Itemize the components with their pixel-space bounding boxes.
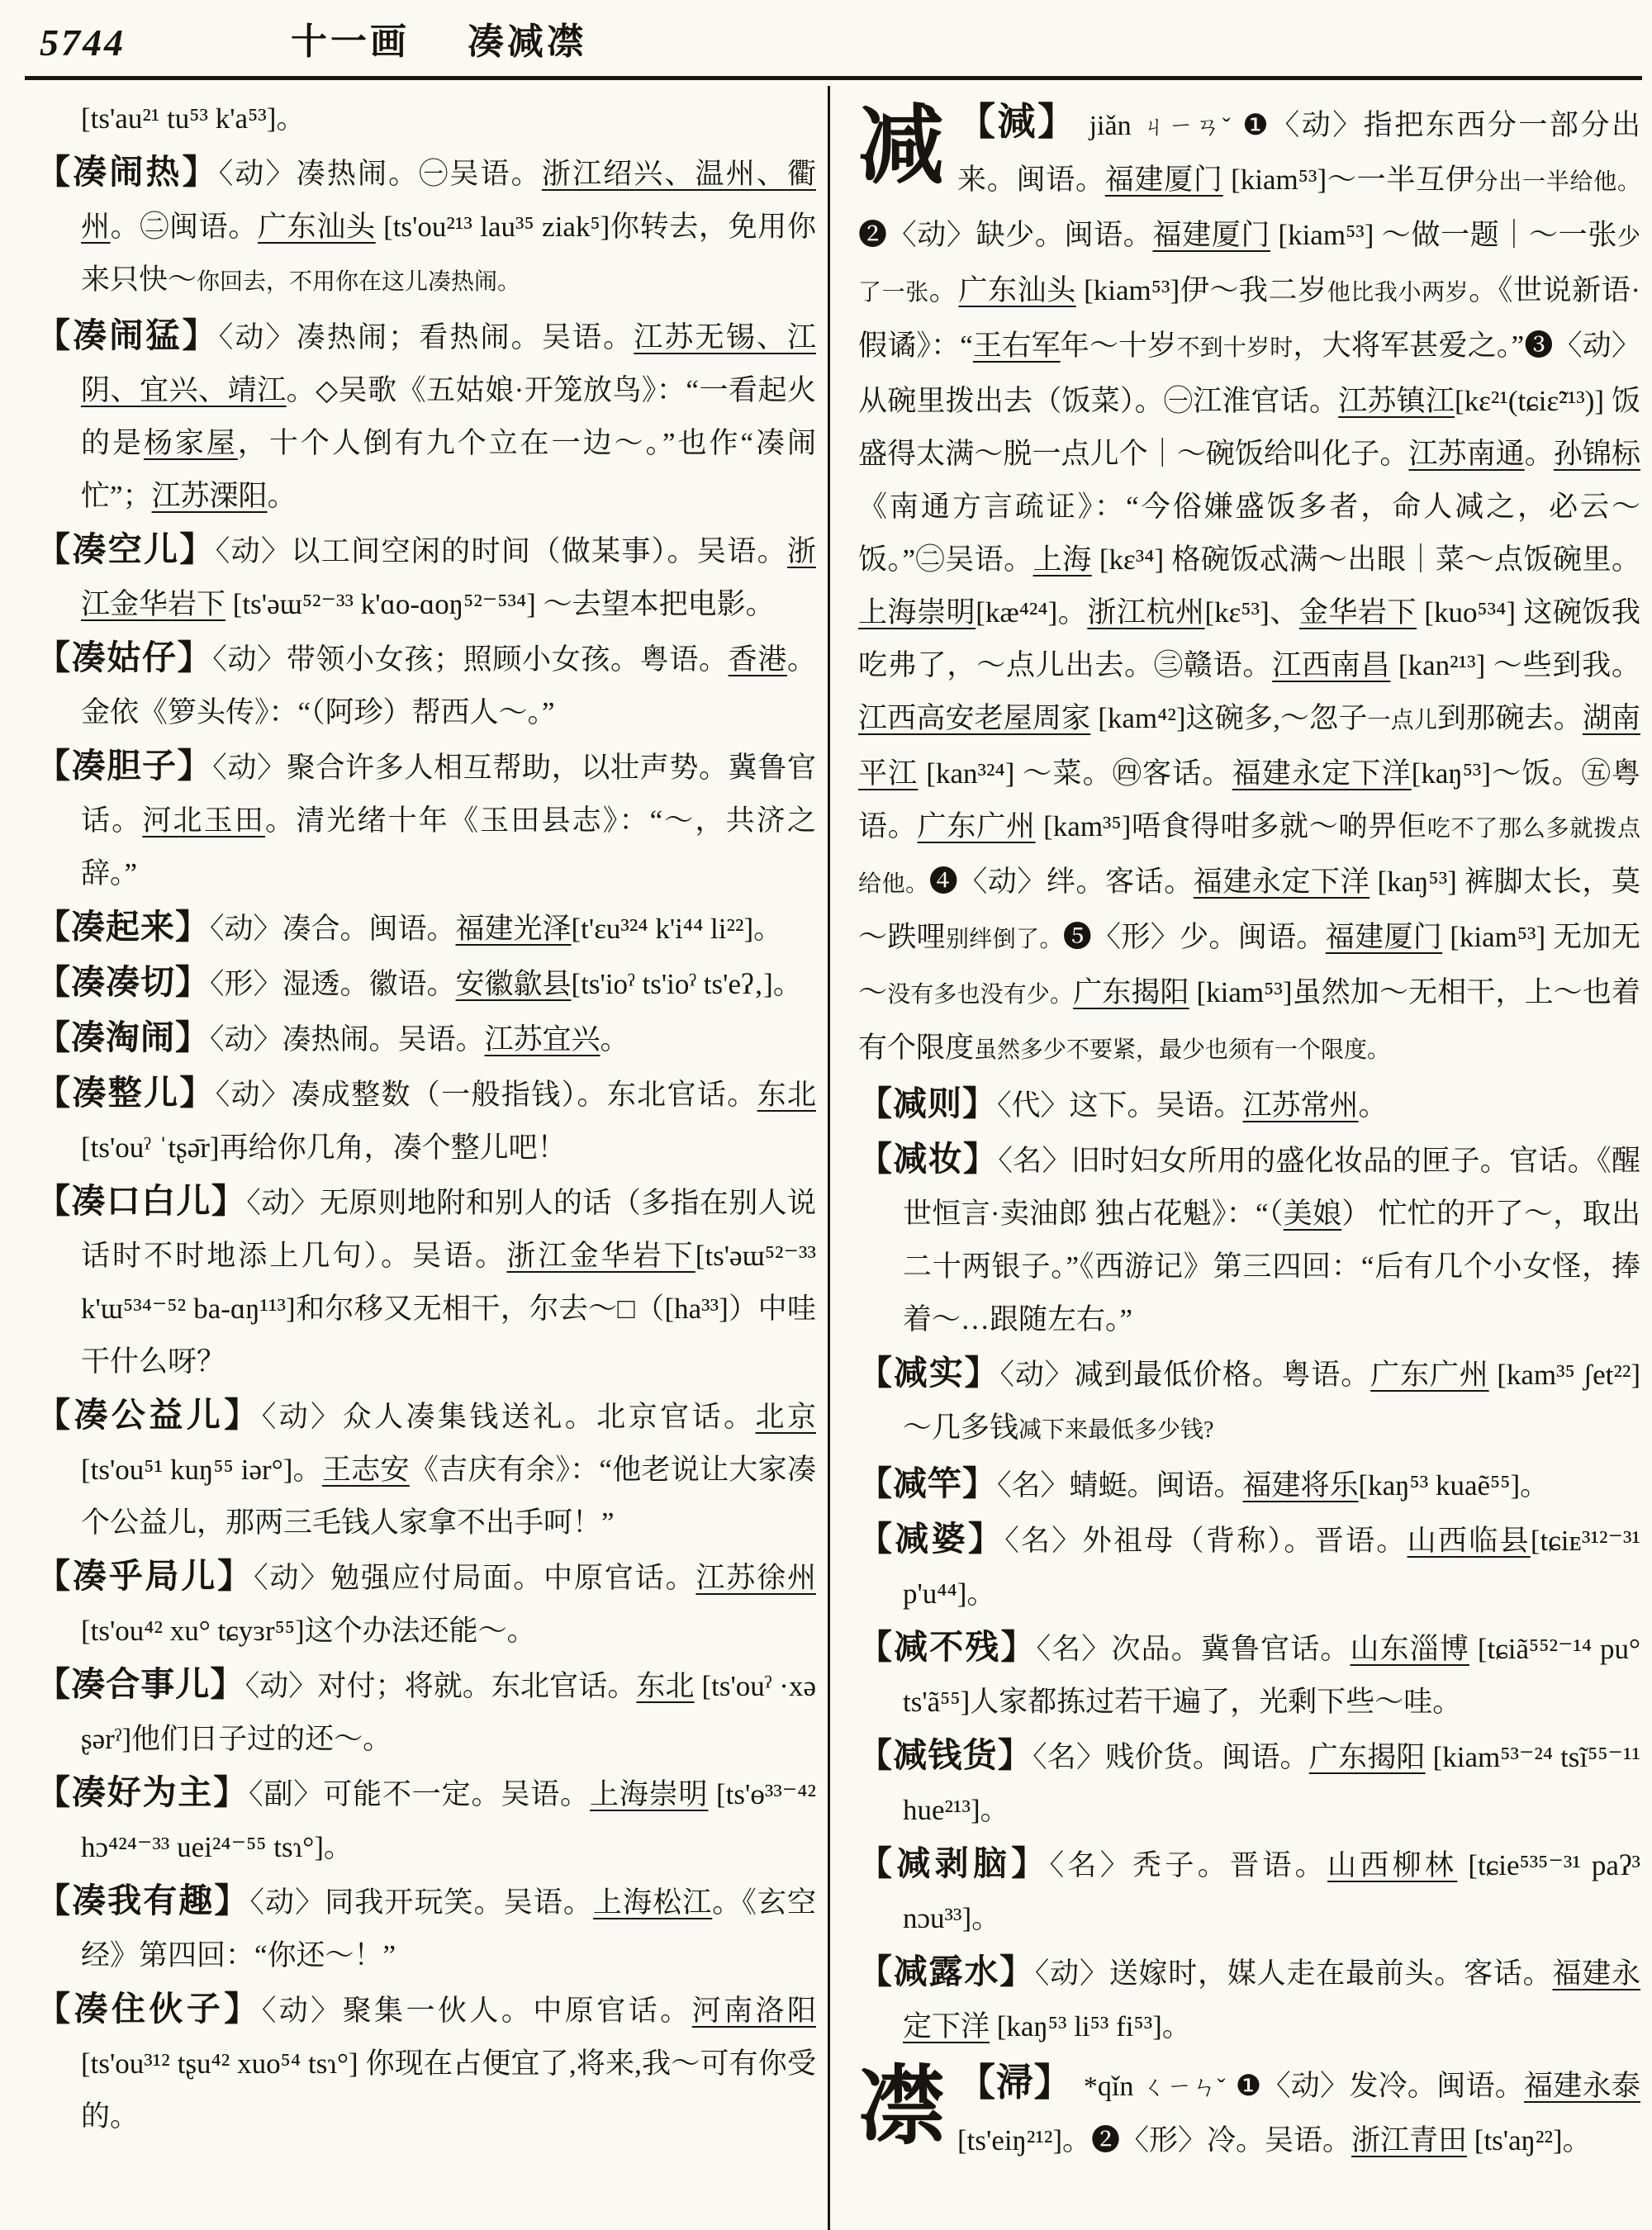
entry-text: 〈动〉聚集一伙人。中原官话。 bbox=[261, 1995, 692, 2027]
entry-headword: 【凑闹猛】 bbox=[36, 316, 219, 354]
entry-text: 〈动〉带领小女孩；照顾小女孩。粤语。 bbox=[212, 643, 729, 676]
entry-text: 〈动〉无原则地附和别人的话（多指在别人说话时不时地添上几句）。吴语。 bbox=[81, 1187, 816, 1272]
entry-text: [ts'ou³¹² tʂu⁴² xuo⁵⁴ tsɿ°] 你现在占便宜了,将来,我～可有你受的。 bbox=[81, 2047, 816, 2133]
text-columns bbox=[0, 86, 1652, 2230]
entry-headword: 【凑乎局儿】 bbox=[36, 1557, 254, 1595]
place-name: 北京 bbox=[755, 1401, 816, 1433]
place-name: 金华岩下 bbox=[1298, 596, 1417, 629]
entry-text: [ts'ouˀ ·xə ʂərˀ]他们日子过的还～。 bbox=[81, 1670, 816, 1755]
dictionary-entry bbox=[36, 1011, 816, 1066]
entry-headword: 【减竿】 bbox=[858, 1464, 997, 1502]
place-name: 广东揭阳 bbox=[1308, 1741, 1426, 1773]
place-name: 江苏无锡、江阴、宜兴、靖江 bbox=[81, 321, 816, 406]
right-column bbox=[828, 86, 1652, 2230]
gloss-text: 减下来最低多少钱? bbox=[1018, 1417, 1214, 1443]
entry-headword: 【凑空儿】 bbox=[36, 530, 216, 568]
entry-text: 〈动〉以工间空闲的时间（做某事）。吴语。 bbox=[215, 535, 787, 567]
entry-text: 〈动〉同我开玩笑。吴语。 bbox=[249, 1886, 593, 1919]
entry-text: [kiam⁵³]～一半互伊 bbox=[1222, 164, 1475, 196]
dictionary-entry bbox=[36, 1874, 816, 1982]
dictionary-entry bbox=[36, 145, 816, 309]
entry-text: [kɛ³⁴] 格碗饭忒满～出眼｜菜～点饭碗里。 bbox=[1091, 543, 1640, 576]
dictionary-entry bbox=[36, 309, 816, 523]
entry-text: [ts'əɯ⁵²⁻³³ k'ɯ⁵³⁴⁻⁵² ba-ɑŋ¹¹³]和尔移又无相干，尔去～□（[ha³³]）中哇干什么呀？ bbox=[81, 1240, 816, 1378]
continuation-line bbox=[36, 93, 816, 145]
place-name: 福建将乐 bbox=[1242, 1469, 1359, 1502]
section-characters: 凑减凚 bbox=[468, 21, 586, 62]
entry-headword: 【凑口白儿】 bbox=[36, 1182, 247, 1220]
entry-text: [kan²¹³] ～些到我。 bbox=[1390, 649, 1640, 681]
dictionary-entry bbox=[858, 1729, 1640, 1837]
entry-headword: 【凑闹热】 bbox=[36, 153, 219, 191]
entry-text: ❶〈动〉发冷。闽语。 bbox=[1235, 2070, 1525, 2102]
entry-text: [kiam⁵³]虽然加～无相干，上～也着有个限度 bbox=[858, 976, 1640, 1064]
dictionary-entry bbox=[858, 1346, 1640, 1457]
place-name: 广东汕头 bbox=[258, 211, 376, 243]
header-rule bbox=[25, 76, 1642, 80]
entry-text: 〈动〉聚合许多人相互帮助，以壮声势。冀鲁官话。 bbox=[81, 752, 816, 837]
place-name: 王右军 bbox=[972, 330, 1061, 362]
entry-headword: 【凑公益儿】 bbox=[36, 1396, 262, 1434]
entry-text: 《南通方言疏证》：“今俗嫌盛饭多者，命人减之，必云～饭。”㊁吴语。 bbox=[858, 491, 1640, 576]
dictionary-entry bbox=[858, 1512, 1640, 1620]
entry-headword: 【凑胆子】 bbox=[36, 747, 213, 785]
dictionary-entry bbox=[36, 739, 816, 900]
place-name: 江西高安老屋周家 bbox=[858, 702, 1091, 734]
zhuyin: ㄑㄧㄣˇ bbox=[1142, 2074, 1226, 2101]
entry-text: 〈名〉旧时妇女所用的盛化妆品的匣子。官话。《醒世恒言·卖油郎 独占花魁》：“（ bbox=[903, 1145, 1640, 1230]
place-name: 香港 bbox=[728, 643, 787, 676]
entry-headword: 【凑起来】 bbox=[36, 908, 210, 946]
entry-text: [kuo⁵³⁴] 这碗饭我吃弗了，～点儿出去。㊂赣语。 bbox=[858, 596, 1640, 681]
place-name: 美娘 bbox=[1283, 1198, 1342, 1230]
place-name: 浙江金华岩下 bbox=[506, 1240, 695, 1272]
entry-text: 〈代〉这下。吴语。 bbox=[997, 1089, 1243, 1122]
entry-text: 。《玄空经》第四回：“你还～！” bbox=[81, 1886, 816, 1971]
place-name: 广东广州 bbox=[1370, 1359, 1489, 1391]
entry-text: [ts'ouˀ ˈtʂə̄r]再给你几角，凑个整儿吧！ bbox=[81, 1132, 567, 1164]
place-name: 江苏溧阳 bbox=[151, 480, 268, 512]
entry-text: ❹〈动〉绊。客话。 bbox=[928, 866, 1194, 898]
entry-text: 〈动〉勉强应付局面。中原官话。 bbox=[254, 1562, 696, 1594]
entry-text: [kan³²⁴] ～菜。㊃客话。 bbox=[918, 757, 1232, 790]
gloss-text: 你回去，不用你在这儿凑热闹。 bbox=[197, 269, 521, 295]
entry-headword: 【减婆】 bbox=[858, 1520, 1005, 1558]
entry-headword: 【减钱货】 bbox=[858, 1736, 1033, 1774]
entry-headword: 【凑我有趣】 bbox=[36, 1881, 250, 1919]
entry-text: [ts'aŋ²²]。 bbox=[1467, 2124, 1592, 2156]
gloss-text: 一点儿 bbox=[1367, 708, 1437, 733]
entry-headword: 【凑合事儿】 bbox=[36, 1665, 245, 1703]
place-name: 上海松江 bbox=[592, 1886, 713, 1919]
page-header bbox=[40, 13, 1627, 64]
entry-text: 。 bbox=[600, 1023, 629, 1056]
traditional-form: 【減】 bbox=[957, 101, 1078, 143]
place-name: 广东揭阳 bbox=[1073, 976, 1189, 1008]
place-name: 安徽歙县 bbox=[455, 968, 572, 1000]
zhuyin: ㄐㄧㄢˇ bbox=[1139, 113, 1233, 140]
entry-text: [kiam⁵³⁻²⁴ tsĩ⁵⁵⁻¹¹ hue²¹³]。 bbox=[903, 1741, 1641, 1826]
dictionary-entry bbox=[36, 523, 816, 631]
entry-headword: 【减实】 bbox=[858, 1354, 1000, 1392]
entry-text: 年～十岁 bbox=[1060, 330, 1177, 362]
place-name: 东北 bbox=[636, 1670, 695, 1702]
place-name: 浙江绍兴、温州、衢州 bbox=[81, 158, 816, 243]
place-name: 山西柳林 bbox=[1327, 1849, 1458, 1881]
entry-text: ） 忙忙的开了～，取出二十两银子。”《西游记》第三四回：“后有几个小女怪，捧着～…跟随左右。” bbox=[903, 1198, 1640, 1336]
entry-text: 。◇吴歌《五姑娘·开笼放鸟》：“一看起火的是 bbox=[81, 374, 816, 459]
gloss-text: 虽然多少不要紧，最少也须有一个限度。 bbox=[974, 1037, 1391, 1063]
entry-text: 。《世说新语·假谲》：“ bbox=[858, 274, 1640, 362]
pinyin: *qǐn bbox=[1083, 2071, 1134, 2102]
entry-text: [kaŋ⁵³ li⁵³ fi⁵³]。 bbox=[990, 2010, 1191, 2043]
entry-headword: 【减不残】 bbox=[858, 1628, 1037, 1666]
entry-text: 〈动〉送嫁时，媒人走在最前头。客话。 bbox=[1034, 1957, 1553, 1990]
entry-headword: 【凑整儿】 bbox=[36, 1074, 216, 1112]
entry-text: 〈副〉可能不一定。吴语。 bbox=[249, 1778, 590, 1810]
entry-text: ，大将军甚爱之。”❸〈动〉从碗里拨出去（饭菜）。㊀江淮官话。 bbox=[858, 330, 1640, 417]
stroke-section-label: 十一画 bbox=[291, 21, 410, 62]
place-name: 上海崇明 bbox=[589, 1778, 709, 1810]
place-name: 东北 bbox=[757, 1079, 816, 1111]
entry-text: 〈形〉湿透。徽语。 bbox=[210, 968, 456, 1000]
place-name: 浙江青田 bbox=[1351, 2124, 1468, 2156]
pinyin: jiǎn bbox=[1089, 111, 1132, 141]
dictionary-entry bbox=[36, 1549, 816, 1658]
dictionary-entry bbox=[36, 1766, 816, 1874]
place-name: 杨家屋 bbox=[143, 427, 238, 459]
head-character: 凚 bbox=[858, 2060, 945, 2155]
dictionary-entry bbox=[858, 1132, 1640, 1346]
entry-text: [kam³⁵ ʃet²²]～几多钱 bbox=[903, 1359, 1640, 1444]
place-name: 福建厦门 bbox=[1325, 921, 1443, 953]
entry-text: 。㊁闽语。 bbox=[110, 211, 258, 243]
page-number: 5744 bbox=[40, 21, 126, 64]
place-name: 福建厦门 bbox=[1104, 164, 1223, 196]
entry-text: [tɕiᴇ³¹²⁻³¹ p'u⁴⁴]。 bbox=[903, 1525, 1640, 1610]
entry-text: 。 bbox=[267, 480, 297, 512]
place-name: 江西南昌 bbox=[1272, 649, 1391, 681]
left-column bbox=[0, 86, 828, 2230]
traditional-form: 【㴆】 bbox=[957, 2062, 1072, 2104]
entry-text: [kam³⁵]唔食得咁多就～啲畀佢 bbox=[1035, 810, 1427, 842]
entry-headword: 【减露水】 bbox=[858, 1952, 1035, 1990]
head-character-entry bbox=[858, 2057, 1640, 2167]
place-name: 福建永定下洋 bbox=[1232, 757, 1412, 790]
entry-text: ，十个人倒有九个立在一边～。”也作“凑闹忙”； bbox=[81, 427, 816, 512]
entry-text: [kæ⁴²⁴]。 bbox=[976, 596, 1088, 629]
place-name: 福建厦门 bbox=[1152, 219, 1271, 251]
entry-text: 〈动〉对付；将就。东北官话。 bbox=[244, 1670, 637, 1702]
entry-text: [ts'ɵ³³⁻⁴² hɔ⁴²⁴⁻³³ uei²⁴⁻⁵⁵ tsɿ°]。 bbox=[81, 1778, 816, 1863]
entry-text: 〈动〉凑合。闽语。 bbox=[210, 913, 456, 945]
entry-text: 。 bbox=[1524, 438, 1554, 470]
entry-text: 〈动〉减到最低价格。粤语。 bbox=[999, 1359, 1371, 1391]
entry-text: [ts'ou²¹³ lau³⁵ ziak⁵]你转去，免用你来只快～ bbox=[81, 211, 816, 296]
entry-text: [ts'əɯ⁵²⁻³³ k'ɑo-ɑoŋ⁵²⁻⁵³⁴] ～去望本把电影。 bbox=[225, 588, 775, 620]
entry-text: 。 bbox=[928, 274, 959, 306]
entry-headword: 【凑住伙子】 bbox=[36, 1990, 262, 2028]
entry-text: [kaŋ⁵³ kuaẽ⁵⁵]。 bbox=[1358, 1469, 1550, 1502]
dictionary-entry bbox=[858, 1457, 1640, 1512]
place-name: 河南洛阳 bbox=[691, 1995, 816, 2027]
entry-text: [kaŋ⁵³] 裤脚太长，莫～跌哩 bbox=[858, 866, 1640, 953]
gloss-text: 他比我小两岁 bbox=[1327, 280, 1469, 306]
dictionary-entry bbox=[36, 1658, 816, 1766]
place-name: 福建永定下洋 bbox=[1193, 866, 1370, 898]
place-name: 福建永泰 bbox=[1524, 2070, 1640, 2102]
entry-text: [kɛ²¹(tɕiɛ̃²¹³)] 饭盛得太满～脱一点儿个｜～碗饭给叫化子。 bbox=[858, 385, 1640, 470]
place-name: 福建永定下洋 bbox=[903, 1957, 1640, 2043]
dictionary-entry bbox=[858, 1077, 1640, 1132]
entry-headword: 【凑淘闹】 bbox=[36, 1018, 210, 1056]
entry-text: 到那碗去。 bbox=[1437, 702, 1583, 734]
entry-headword: 【凑凑切】 bbox=[36, 963, 210, 1001]
entry-text: ❷〈动〉缺少。闽语。 bbox=[858, 219, 1153, 251]
place-name: 孙锦标 bbox=[1553, 438, 1640, 470]
place-name: 江苏宜兴 bbox=[484, 1023, 601, 1056]
entry-headword: 【凑好为主】 bbox=[36, 1773, 249, 1811]
entry-text: [ts'ou⁵¹ kuŋ⁵⁵ iər°]。 bbox=[81, 1454, 322, 1486]
entry-text: [kiam⁵³] 无加无～ bbox=[858, 921, 1640, 1008]
entry-text: [tɕiã⁵⁵²⁻¹⁴ pu° ts'ã⁵⁵]人家都拣过若干遍了，光剩下些～哇。 bbox=[903, 1633, 1640, 1718]
dictionary-entry bbox=[36, 631, 816, 739]
dictionary-entry bbox=[36, 1066, 816, 1174]
dictionary-entry bbox=[36, 1174, 816, 1388]
entry-text: [t'ɛu³²⁴ k'i⁴⁴ li²²]。 bbox=[571, 913, 783, 945]
entry-text: [ts'ou⁴² xu° tɕyɜr⁵⁵]这个办法还能～。 bbox=[81, 1615, 536, 1647]
place-name: 江苏南通 bbox=[1408, 438, 1525, 470]
entry-text: ❶〈动〉指把东西分一部分出来。闽语。 bbox=[957, 109, 1640, 196]
place-name: 王志安 bbox=[321, 1454, 410, 1486]
gloss-text: 分出一半给他。 bbox=[1474, 169, 1640, 195]
entry-headword: 【凑姑仔】 bbox=[36, 638, 213, 676]
entry-text: 。清光绪十年《玉田县志》：“～，共济之辞。” bbox=[81, 804, 816, 890]
gloss-text: 不到十岁时 bbox=[1176, 335, 1294, 361]
entry-headword: 【减剥脑】 bbox=[858, 1844, 1050, 1882]
dictionary-entry bbox=[36, 900, 816, 956]
entry-text: ❺〈形〉少。闽语。 bbox=[1062, 921, 1326, 953]
entry-text: [kam⁴²]这碗多,～忽子 bbox=[1090, 702, 1368, 734]
entry-text: 〈名〉蜻蜓。闽语。 bbox=[997, 1469, 1243, 1502]
place-name: 江苏徐州 bbox=[695, 1562, 816, 1594]
gloss-text: 少了一张 bbox=[858, 225, 1640, 306]
gloss-text: 吃不了那么多就拨点给他。 bbox=[858, 816, 1640, 897]
entry-text: 〈名〉贱价货。闽语。 bbox=[1032, 1741, 1309, 1773]
entry-text: [kaŋ⁵³]～饭。㊄粤语。 bbox=[858, 757, 1640, 842]
head-character: 减 bbox=[858, 99, 945, 194]
entry-text: [ts'eiŋ²¹²]。❷〈形〉冷。吴语。 bbox=[957, 2124, 1352, 2156]
entry-headword: 【减妆】 bbox=[858, 1140, 999, 1178]
place-name: 浙江金华岩下 bbox=[81, 535, 816, 620]
dictionary-entry bbox=[36, 956, 816, 1011]
entry-text: [ts'ioˀ ts'ioˀ ts'eʔ‚]。 bbox=[571, 968, 802, 1000]
place-name: 上海崇明 bbox=[858, 596, 976, 629]
entry-text: 。金依《箩头传》：“（阿珍）帮西人～。” bbox=[81, 643, 816, 728]
head-character-entry bbox=[858, 96, 1640, 1077]
entry-text: [ts'au²¹ tu⁵³ k'a⁵³]。 bbox=[81, 102, 306, 135]
dictionary-entry bbox=[36, 1388, 816, 1549]
entry-text: 〈动〉凑热闹。吴语。 bbox=[210, 1023, 485, 1056]
place-name: 河北玉田 bbox=[142, 804, 265, 837]
place-name: 山西临县 bbox=[1407, 1525, 1531, 1557]
place-name: 上海 bbox=[1032, 543, 1092, 576]
entry-text: 〈名〉秃子。晋语。 bbox=[1049, 1849, 1327, 1881]
place-name: 广东广州 bbox=[917, 810, 1036, 842]
place-name: 江苏常州 bbox=[1242, 1089, 1359, 1122]
entry-text: [kɛ⁵³]、 bbox=[1204, 596, 1299, 629]
dictionary-entry bbox=[858, 1837, 1640, 1945]
gloss-text: 没有多也没有少。 bbox=[887, 982, 1074, 1008]
entry-text: [kiam⁵³] ～做一题｜～一张 bbox=[1270, 219, 1617, 251]
dictionary-entry bbox=[36, 1982, 816, 2143]
place-name: 福建光泽 bbox=[455, 913, 572, 945]
entry-text: 〈名〉外祖母（背称）。晋语。 bbox=[1004, 1525, 1408, 1557]
entry-text: [kiam⁵³]伊～我二岁 bbox=[1075, 274, 1327, 306]
place-name: 山东淄博 bbox=[1350, 1633, 1469, 1665]
entry-text: 〈动〉众人凑集钱送礼。北京官话。 bbox=[261, 1401, 756, 1433]
entry-text: 〈名〉次品。冀鲁官话。 bbox=[1036, 1633, 1351, 1665]
entry-text: 〈动〉凑成整数（一般指钱）。东北官话。 bbox=[215, 1079, 757, 1111]
entry-text: 〈动〉凑热闹。㊀吴语。 bbox=[218, 158, 542, 190]
place-name: 浙江杭州 bbox=[1087, 596, 1205, 629]
entry-text: 。 bbox=[1358, 1089, 1388, 1122]
gloss-text: 别绊倒了。 bbox=[946, 927, 1063, 952]
entry-text: 《吉庆有余》：“他老说让大家凑个公益儿，那两三毛钱人家拿不出手呵！” bbox=[81, 1454, 816, 1539]
entry-text: 〈动〉凑热闹；看热闹。吴语。 bbox=[218, 321, 634, 353]
dictionary-entry bbox=[858, 1620, 1640, 1729]
place-name: 江苏镇江 bbox=[1338, 385, 1455, 417]
entry-headword: 【减则】 bbox=[858, 1084, 997, 1122]
place-name: 广东汕头 bbox=[958, 274, 1076, 306]
place-name: 湖南平江 bbox=[858, 702, 1640, 790]
entry-text: [tɕie⁵³⁵⁻³¹ paʔ³ nɔu³³]。 bbox=[903, 1849, 1640, 1934]
dictionary-entry bbox=[858, 1945, 1640, 2053]
